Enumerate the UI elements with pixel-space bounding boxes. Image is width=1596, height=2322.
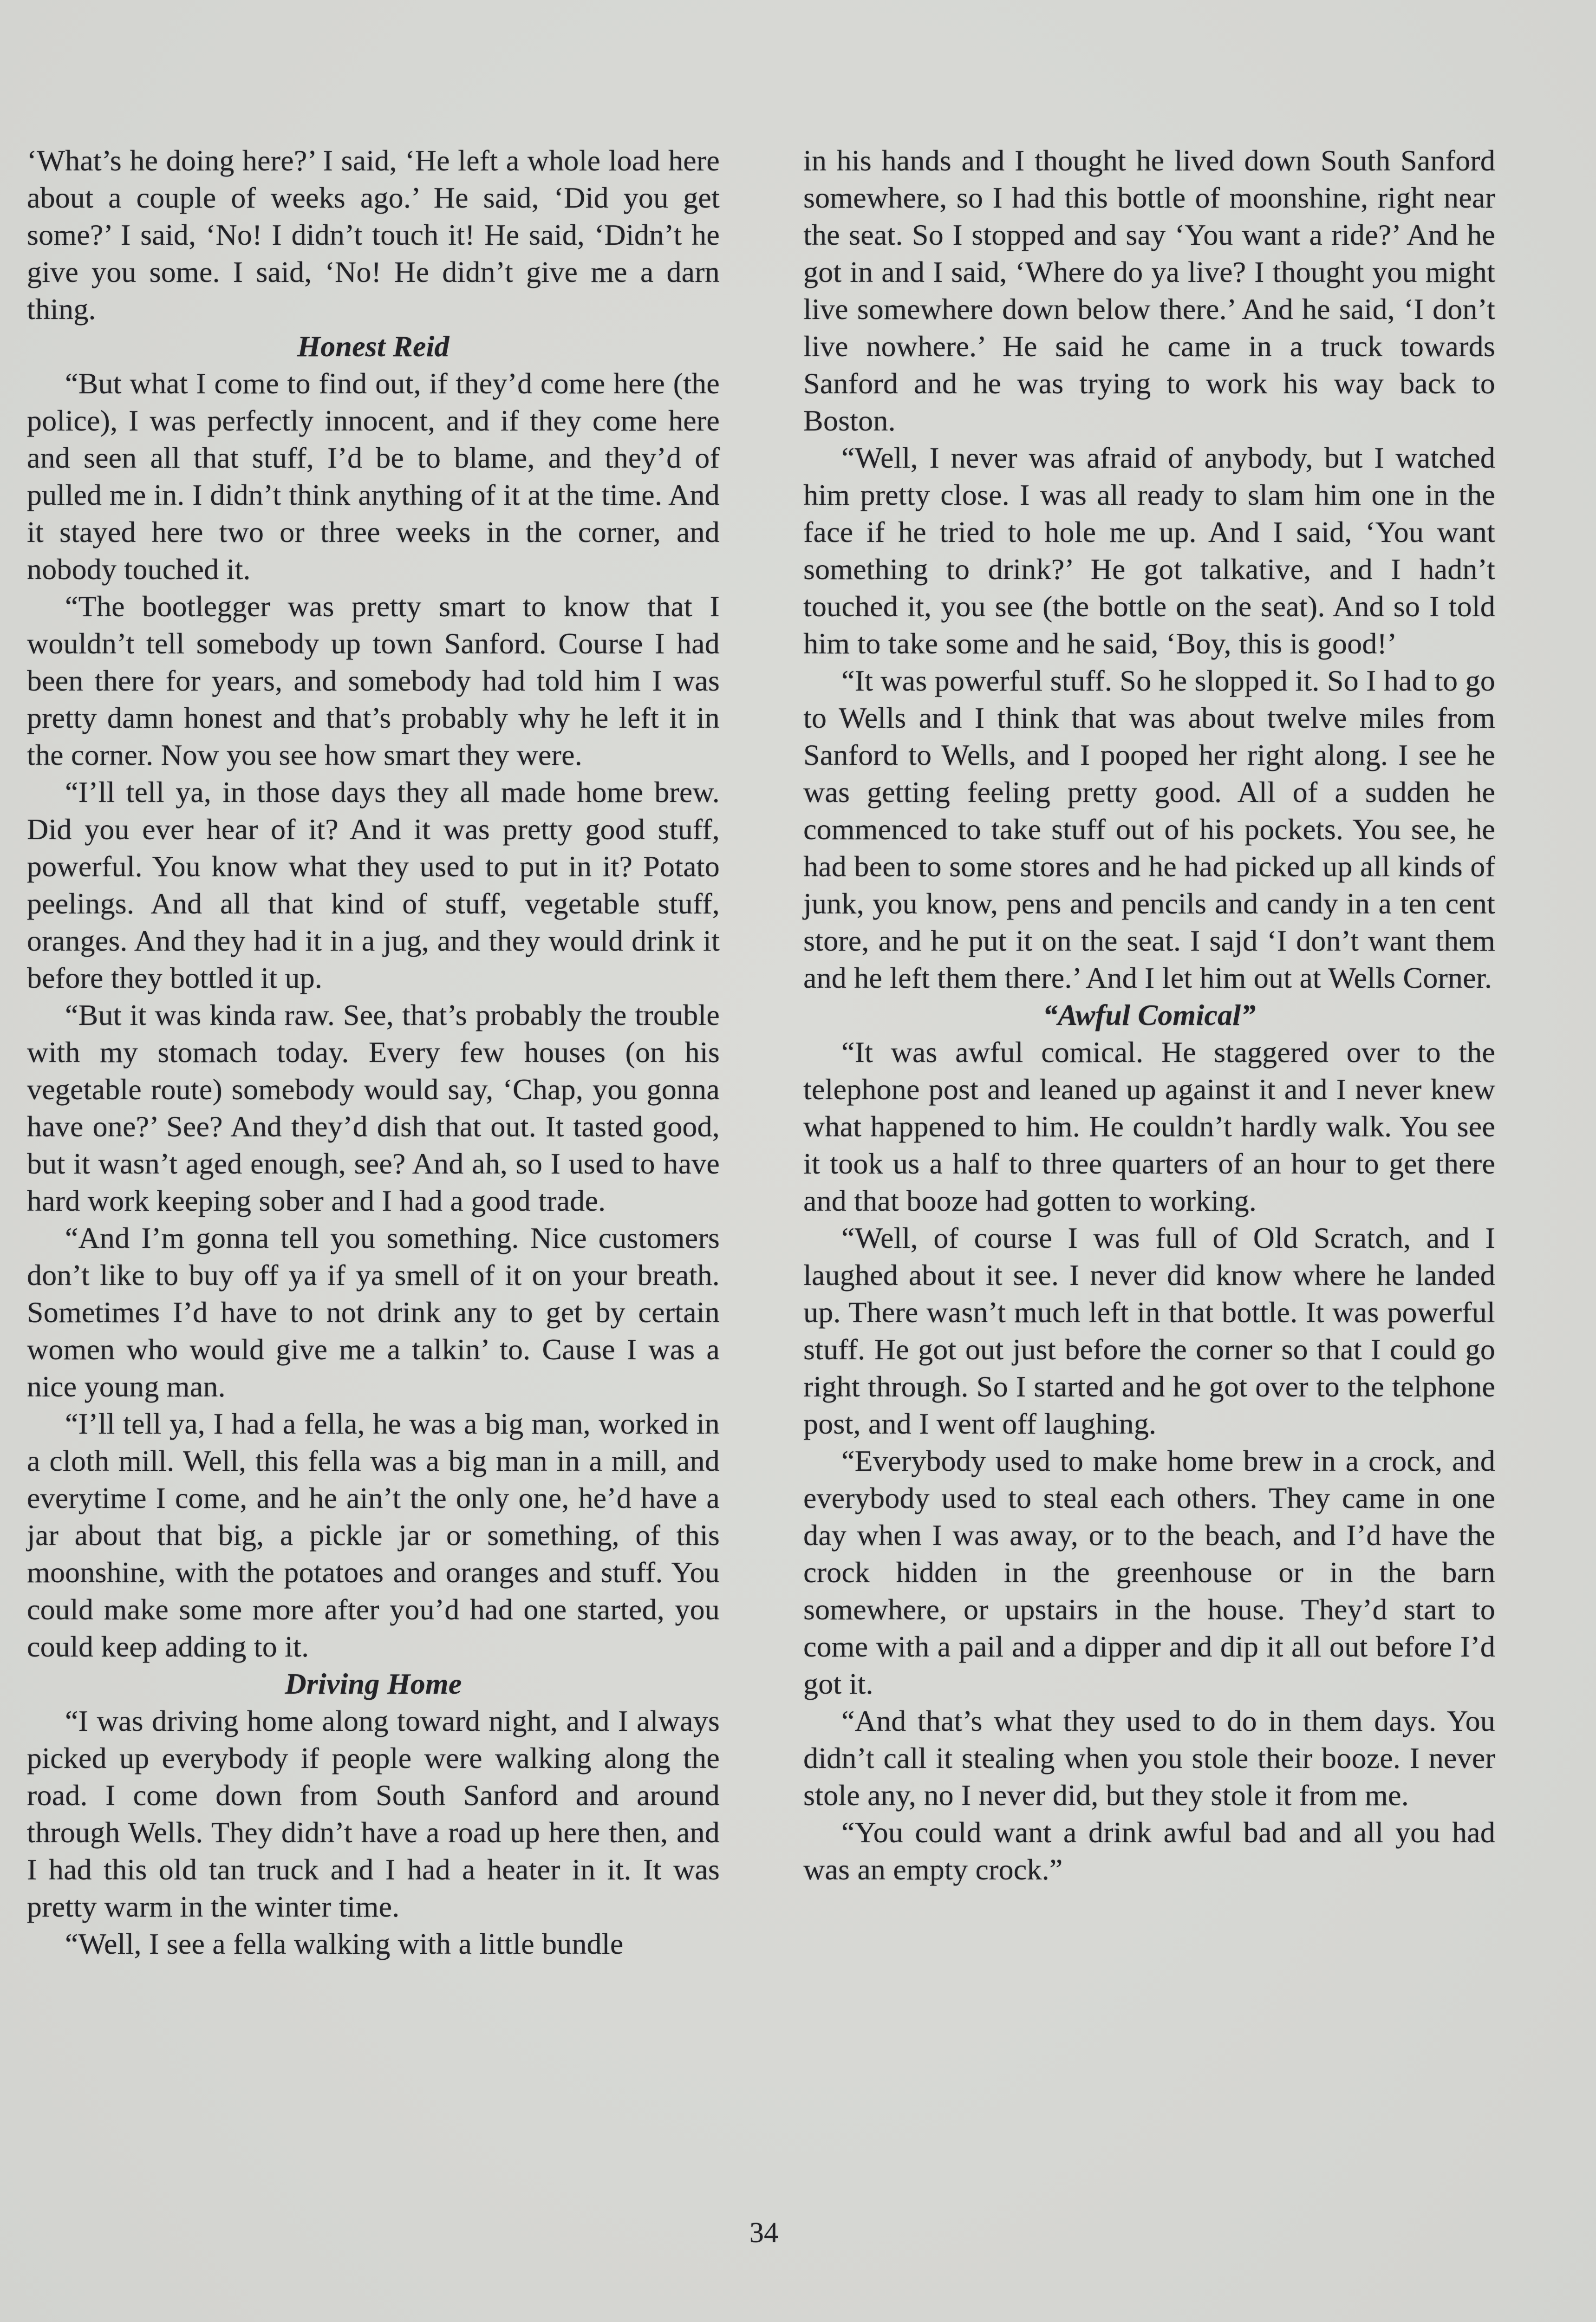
paragraph: “It was awful comical. He staggered over to the telephone post and leaned up against it and I never knew what happened to him. He couldn’t hardly walk. You see it took us a half to three quarters of an hour to get there and that booze had gotten to working. [803, 1036, 1495, 1217]
left-column [27, 142, 720, 1963]
paragraph: “Well, I never was afraid of anybody, but I watched him pretty close. I was all ready to slam him one in the face if he tried to hole me up. And I said, ‘You want something to drink?’ He got talkative, and I hadn’t touched it, you see (the bottle on the seat). And so I told him to take some and he said, ‘Boy, this is good!’ [803, 441, 1495, 660]
paragraph: “Well, I see a fella walking with a little bundle [65, 1927, 624, 1960]
section-heading-awful-comical: “Awful Comical” [1042, 998, 1256, 1031]
paragraph: ‘What’s he doing here?’ I said, ‘He left a whole load here about a couple of weeks ago.’ He said, ‘Did you get some?’ I said, ‘No! I didn’t touch it! He said, ‘Didn’t he give you some. I said, ‘No! He didn’t give me a darn thing. [27, 144, 720, 326]
paragraph: “But it was kinda raw. See, that’s probably the trouble with my stomach today. Every few houses (on his vegetable route) somebody would say, ‘Chap, you gonna have one?’ See? And they’d dish that out. It tasted good, but it wasn’t aged enough, see? And ah, so I used to have hard work keeping sober and I had a good trade. [27, 998, 720, 1217]
paragraph: “The bootlegger was pretty smart to know that I wouldn’t tell somebody up town Sanford. Course I had been there for years, and somebody had told him I was pretty damn honest and that’s probably why he left it in the corner. Now you see how smart they were. [27, 590, 720, 771]
paragraph: “And I’m gonna tell you something. Nice customers don’t like to buy off ya if ya smell of it on your breath. Sometimes I’d have to not drink any to get by certain women who would give me a talkin’ to. Cause I was a nice young man. [27, 1221, 720, 1403]
paragraph: “I’ll tell ya, in those days they all made home brew. Did you ever hear of it? And it was pretty good stuff, powerful. You know what they used to put in it? Potato peelings. And all that kind of stuff, vegetable stuff, oranges. And they had it in a jug, and they would drink it before they bottled it up. [27, 776, 720, 994]
paragraph: in his hands and I thought he lived down South Sanford somewhere, so I had this bottle of moonshine, right near the seat. So I stopped and say ‘You want a ride?’ And he got in and I said, ‘Where do ya live? I thought you might live somewhere down below there.’ And he said, ‘I don’t live nowhere.’ He said he came in a truck towards Sanford and he was trying to work his way back to Boston. [803, 144, 1495, 437]
paragraph: “I’ll tell ya, I had a fella, he was a big man, worked in a cloth mill. Well, this fella was a big man in a mill, and everytime I come, and he ain’t the only one, he’d have a jar about that big, a pickle jar or something, of this moonshine, with the potatoes and oranges and stuff. You could make some more after you’d had one started, you could keep adding to it. [27, 1407, 720, 1663]
right-column [803, 142, 1495, 1888]
page-number: 34 [749, 2217, 778, 2249]
paragraph: “You could want a drink awful bad and all you had was an empty crock.” [803, 1816, 1495, 1886]
paragraph: “It was powerful stuff. So he slopped it. So I had to go to Wells and I think that was about twelve miles from Sanford to Wells, and I pooped her right along. I see he was getting feeling pretty good. All of a sudden he commenced to take stuff out of his pockets. You see, he had been to some stores and he had picked up all kinds of junk, you know, pens and pencils and candy in a ten cent store, and he put it on the seat. I sajd ‘I don’t want them and he left them there.’ And I let him out at Wells Corner. [803, 664, 1495, 994]
section-heading-honest-reid: Honest Reid [297, 330, 449, 363]
paragraph: “But what I come to find out, if they’d come here (the police), I was perfectly innocent, and if they come here and seen all that stuff, I’d be to blame, and they’d of pulled me in. I didn’t think anything of it at the time. And it stayed here two or three weeks in the corner, and nobody touched it. [27, 367, 720, 586]
paragraph: “I was driving home along toward night, and I always picked up everybody if people were walking along the road. I come down from South Sanford and around through Wells. They didn’t have a road up here then, and I had this old tan truck and I had a heater in it. It was pretty warm in the winter time. [27, 1704, 720, 1923]
section-heading-driving-home: Driving Home [285, 1667, 462, 1700]
paragraph: “And that’s what they used to do in them days. You didn’t call it stealing when you stole their booze. I never stole any, no I never did, but they stole it from me. [803, 1704, 1495, 1812]
paragraph: “Well, of course I was full of Old Scratch, and I laughed about it see. I never did know where he landed up. There wasn’t much left in that bottle. It was powerful stuff. He got out just before the corner so that I could go right through. So I started and he got over to the telphone post, and I went off laughing. [803, 1221, 1495, 1440]
paragraph: “Everybody used to make home brew in a crock, and everybody used to steal each others. They came in one day when I was away, or to the beach, and I’d have the crock hidden in the greenhouse or in the barn somewhere, or upstairs in the house. They’d start to come with a pail and a dipper and dip it all out before I’d got it. [803, 1444, 1495, 1700]
